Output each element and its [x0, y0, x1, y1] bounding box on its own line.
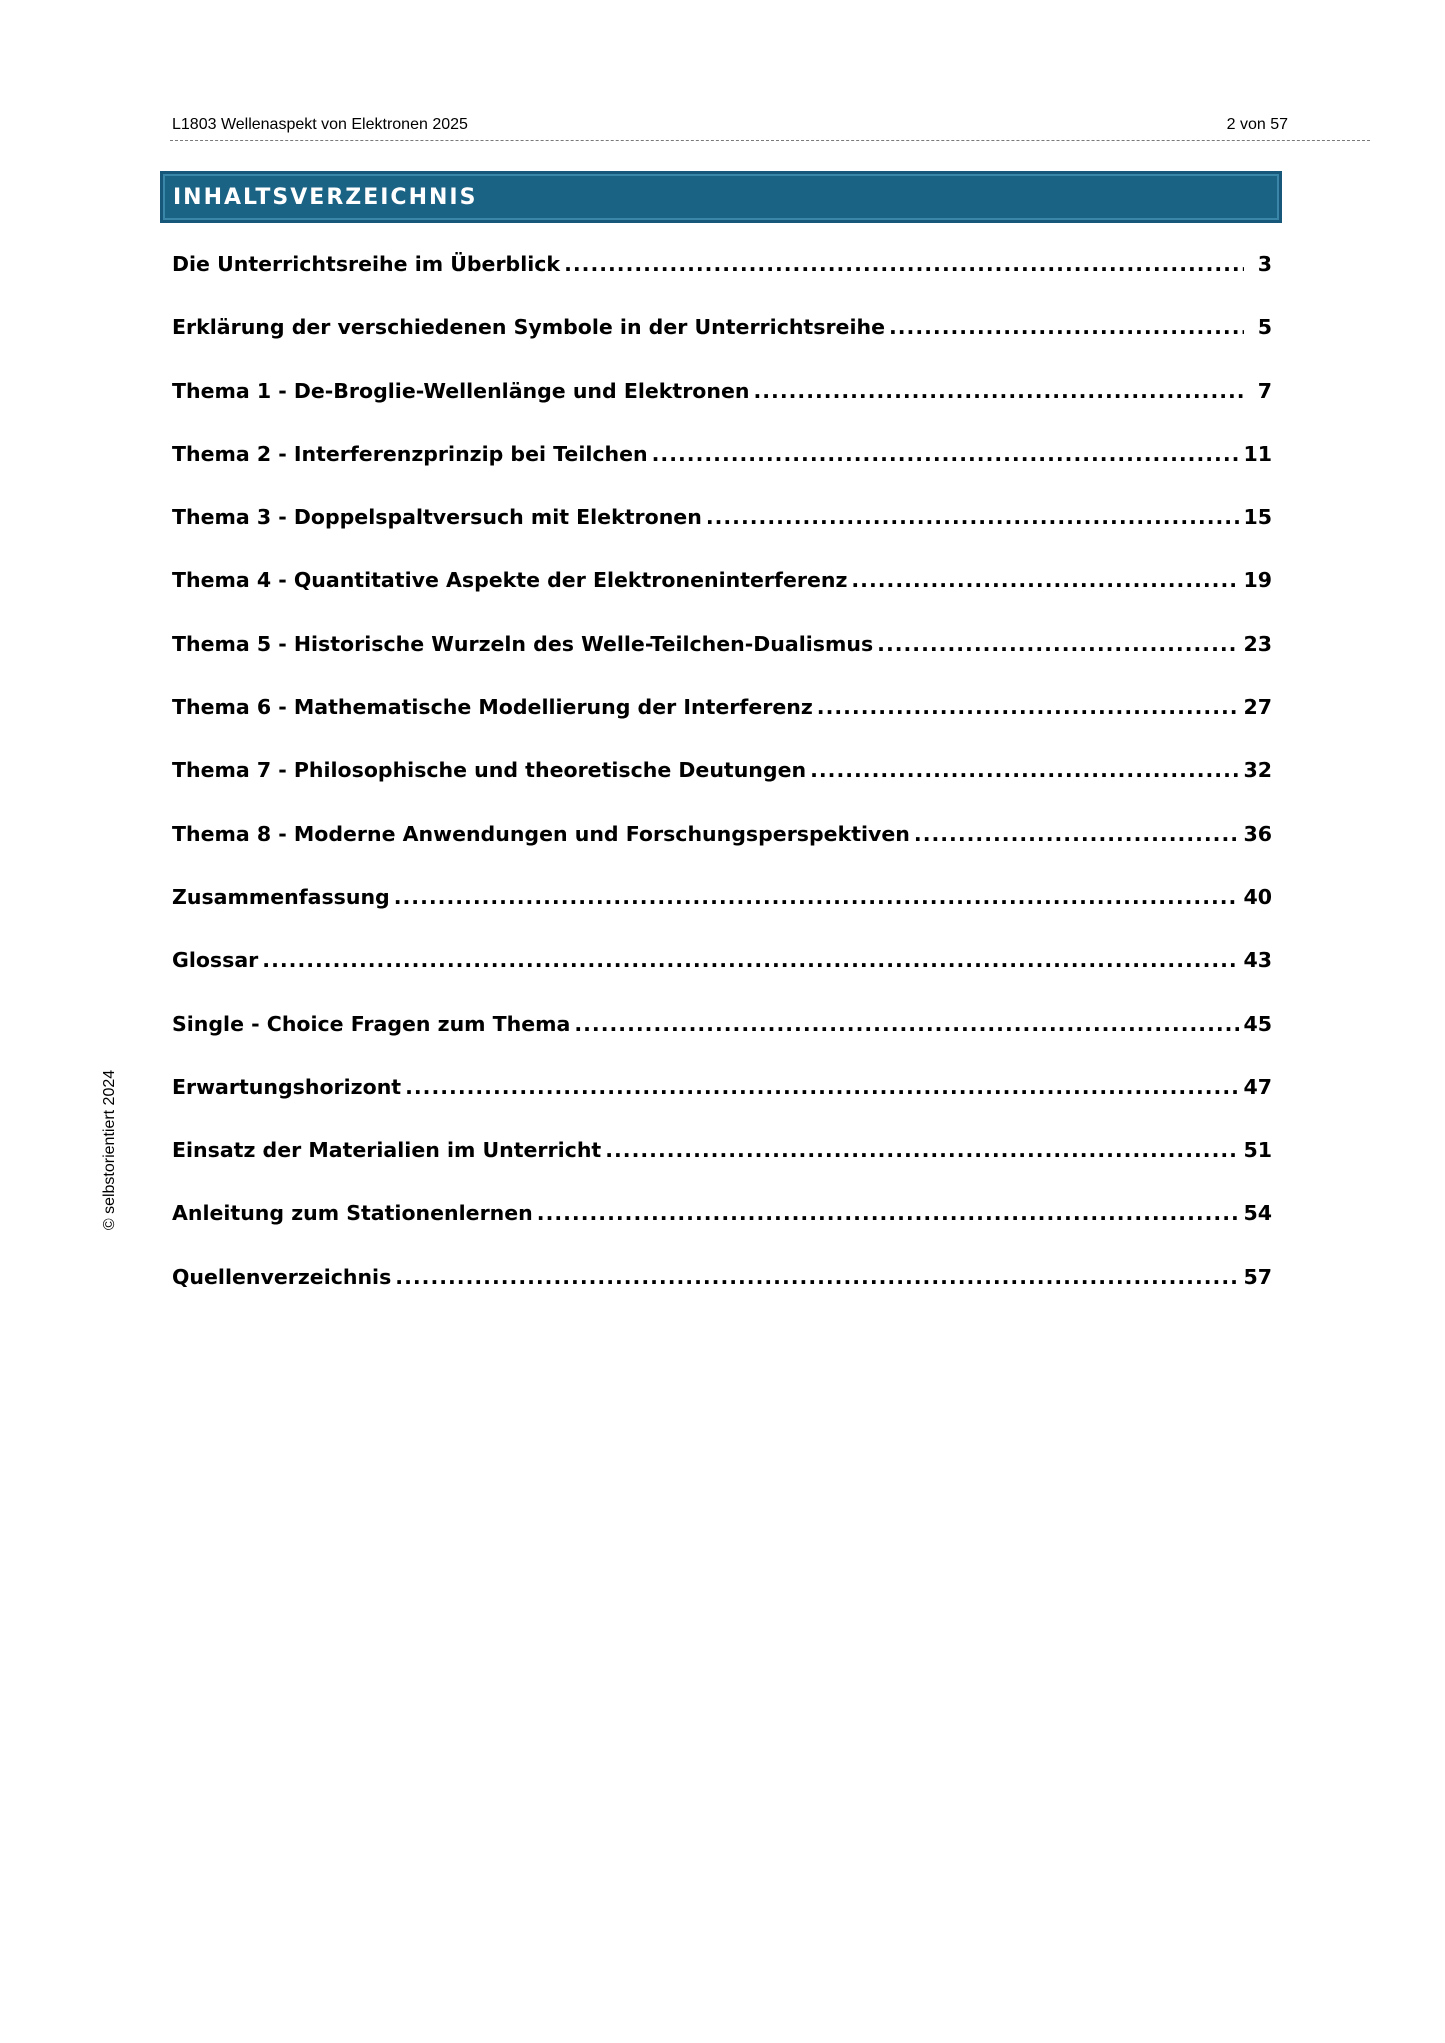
toc-entry[interactable]: [172, 632, 1272, 695]
toc-entry[interactable]: [172, 1012, 1272, 1075]
toc-entry-title: Erwartungshorizont: [172, 1074, 402, 1099]
toc-leader-dots: [394, 885, 1240, 909]
toc-entry[interactable]: [172, 948, 1272, 1011]
toc-leader-dots: [537, 1201, 1240, 1225]
toc-leader-dots: [405, 1075, 1239, 1099]
toc-entry-title: Quellenverzeichnis: [172, 1264, 392, 1289]
toc-entry-page: 3: [1257, 252, 1272, 276]
toc-entry-page: 54: [1243, 1201, 1272, 1226]
toc-entry[interactable]: [172, 885, 1272, 948]
toc-entry-page: 27: [1243, 695, 1272, 720]
toc-entry-page: 5: [1257, 315, 1272, 340]
toc-entry-page: 11: [1243, 441, 1272, 466]
toc-leader-dots: [564, 252, 1244, 276]
side-copyright-notice: © selbstorientiert 2024: [101, 1069, 118, 1231]
toc-leader-dots: [395, 1265, 1239, 1289]
toc-entry[interactable]: [172, 505, 1272, 568]
toc-entry[interactable]: [172, 315, 1272, 378]
toc-entry-page: 43: [1243, 948, 1272, 973]
toc-entry[interactable]: [172, 442, 1272, 505]
toc-leader-dots: [605, 1138, 1239, 1162]
toc-entry-title: Thema 1 - De-Broglie-Wellenlänge und Elektronen: [172, 378, 750, 403]
toc-entry-page: 57: [1243, 1264, 1272, 1289]
table-of-contents: [172, 252, 1272, 1328]
toc-entry-title: Thema 2 - Interferenzprinzip bei Teilchen: [172, 441, 648, 466]
toc-entry-page: 47: [1243, 1074, 1272, 1099]
toc-leader-dots: [817, 695, 1240, 719]
toc-leader-dots: [889, 315, 1244, 339]
toc-entry-title: Thema 7 - Philosophische und theoretische Deutungen: [172, 758, 807, 783]
toc-entry[interactable]: [172, 379, 1272, 442]
toc-entry-title: Thema 4 - Quantitative Aspekte der Elektroneninterferenz: [172, 568, 848, 593]
toc-entry[interactable]: [172, 1201, 1272, 1264]
toc-leader-dots: [914, 822, 1240, 846]
toc-leader-dots: [262, 948, 1239, 972]
toc-entry-title: Thema 6 - Mathematische Modellierung der Interferenz: [172, 695, 813, 720]
page-header: [170, 113, 1370, 141]
toc-entry-title: Die Unterrichtsreihe im Überblick: [172, 252, 561, 276]
toc-heading-banner: [160, 171, 1282, 223]
toc-entry-page: 23: [1243, 631, 1272, 656]
toc-entry[interactable]: [172, 758, 1272, 821]
toc-leader-dots: [652, 442, 1240, 466]
toc-leader-dots: [706, 505, 1240, 529]
toc-entry[interactable]: [172, 252, 1272, 315]
toc-heading: INHALTSVERZEICHNIS: [173, 185, 478, 210]
toc-leader-dots: [810, 758, 1239, 782]
toc-entry-title: Thema 8 - Moderne Anwendungen und Forschungsperspektiven: [172, 821, 910, 846]
toc-entry[interactable]: [172, 1265, 1272, 1328]
toc-entry-title: Zusammenfassung: [172, 884, 390, 909]
toc-entry-title: Anleitung zum Stationenlernen: [172, 1201, 533, 1226]
toc-entry-title: Erklärung der verschiedenen Symbole in der Unterrichtsreihe: [172, 315, 885, 340]
toc-entry-page: 7: [1257, 378, 1272, 403]
toc-leader-dots: [574, 1012, 1239, 1036]
toc-entry-title: Glossar: [172, 948, 259, 973]
toc-entry-title: Thema 3 - Doppelspaltversuch mit Elektronen: [172, 505, 702, 530]
toc-entry-page: 19: [1243, 568, 1272, 593]
toc-entry[interactable]: [172, 1075, 1272, 1138]
toc-entry-title: Einsatz der Materialien im Unterricht: [172, 1138, 602, 1163]
toc-entry-page: 15: [1243, 505, 1272, 530]
toc-entry-title: Single - Choice Fragen zum Thema: [172, 1011, 571, 1036]
toc-leader-dots: [851, 568, 1239, 592]
page-indicator: 2 von 57: [1226, 116, 1288, 133]
toc-entry-page: 36: [1243, 821, 1272, 846]
toc-entry-page: 51: [1243, 1138, 1272, 1163]
document-title: L1803 Wellenaspekt von Elektronen 2025: [172, 116, 468, 133]
toc-entry-page: 32: [1243, 758, 1272, 783]
toc-entry-title: Thema 5 - Historische Wurzeln des Welle-Teilchen-Dualismus: [172, 631, 874, 656]
toc-leader-dots: [753, 379, 1244, 403]
toc-entry[interactable]: [172, 1138, 1272, 1201]
toc-entry-page: 45: [1243, 1011, 1272, 1036]
toc-entry[interactable]: [172, 695, 1272, 758]
toc-leader-dots: [877, 632, 1239, 656]
toc-entry[interactable]: [172, 568, 1272, 631]
toc-entry[interactable]: [172, 822, 1272, 885]
toc-entry-page: 40: [1243, 884, 1272, 909]
